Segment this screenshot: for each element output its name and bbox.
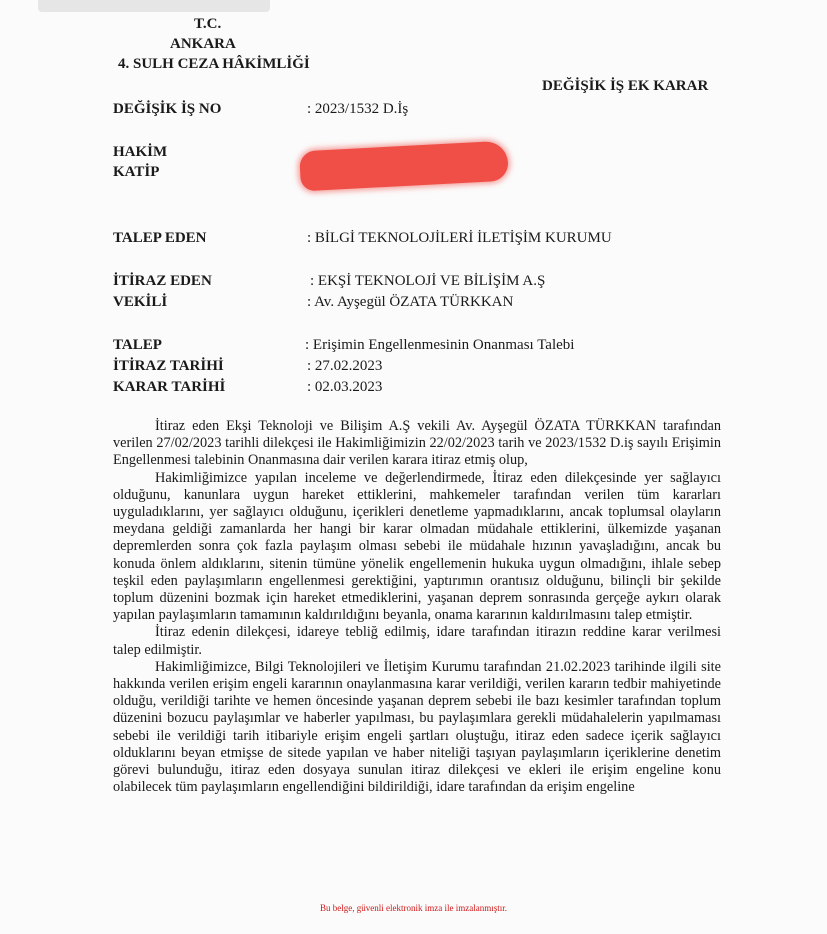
objection-date-value: : 27.02.2023 bbox=[307, 358, 383, 374]
decision-date-label: KARAR TARİHİ bbox=[113, 379, 226, 395]
objection-date-label: İTİRAZ TARİHİ bbox=[113, 358, 224, 374]
objector-value: : EKŞİ TEKNOLOJİ VE BİLİŞİM A.Ş bbox=[310, 273, 546, 289]
paragraph-evaluation: Hakimliğimizce, Bilgi Teknolojileri ve İletişim Kurumu tarafından 21.02.2023 tarihinde ilgili site hakkında verilen erişim engeli kararının onaylanmasına karar verildiği, verilen kararın tedbir mahiyetinde olduğu, verildiği tarihte ve hemen öncesinde yaşanan deprem sebebi ile bazı kesimler tarafından toplum düzenini bozucu paylaşımlar ve haberler yapılması, bu paylaşımlara gerekli müdahalelerin yapılmaması sebebi ile verildiği tarih itibariyle erişim engeli şartları oluştuğu, itiraz eden sadece içerik sağlayıcı olduklarını beyan etmişse de sitede yapılan ve haber niteliği taşıyan paylaşımların içeriklerine denetim görevi bulunduğu, itiraz eden dosyaya sunulan itiraz dilekçesi ve ekleri ile erişim engeline konu olabilecek tüm paylaşımların engellendiğini bildirildiği, idare tarafından da erişim engeline bbox=[113, 658, 721, 796]
request-label: TALEP bbox=[113, 337, 162, 353]
paragraph-objection-summary: İtiraz eden Ekşi Teknoloji ve Bilişim A.Ş vekili Av. Ayşegül ÖZATA TÜRKKAN tarafından verilen 27/02/2023 tarihli dilekçesi ile Hakimliğimizin 22/02/2023 tarih ve 2023/1532 D.iş sayılı Erişimin Engellenmesi talebinin Onanmasına dair verilen karara itiraz etmiş olup, bbox=[113, 418, 721, 469]
requester-label: TALEP EDEN bbox=[113, 230, 207, 246]
esign-footer-note: Bu belge, güvenli elektronik imza ile imzalanmıştır. bbox=[320, 903, 507, 913]
objector-label: İTİRAZ EDEN bbox=[113, 273, 212, 289]
header-city: ANKARA bbox=[170, 36, 236, 52]
attorney-label: VEKİLİ bbox=[113, 294, 168, 310]
case-no-label: DEĞİŞİK İŞ NO bbox=[113, 101, 222, 117]
request-value: : Erişimin Engellenmesinin Onanması Talebi bbox=[305, 337, 575, 353]
case-no-value: : 2023/1532 D.İş bbox=[307, 101, 409, 117]
header-tc: T.C. bbox=[194, 16, 222, 32]
redaction-mark bbox=[299, 141, 509, 192]
decision-date-value: : 02.03.2023 bbox=[307, 379, 383, 395]
paragraph-review: Hakimliğimizce yapılan inceleme ve değerlendirmede, İtiraz eden dilekçesinde yer sağlayıcı olduğunu, kanunlara uygun hareket ettiklerini, mahkemeler tarafından verilen tüm kararları uyguladıklarını, yer sağlayıcı olduğunu, içerikleri denetleme yapmadıklarını, ancak toplumsal olayların meydana geldiği zamanlarda her hangi bir karar olmadan müdahale ettiklerini, ülkemizde yaşanan depremlerden sonra çok fazla paylaşım olması sebebi ile müdahale hızının yavaşladığını, ancak bu konuda önlem aldıklarını, sitenin tümüne yönelik engellemenin hukuka uygun olmadığını, ihlale sebep teşkil eden paylaşımların engellenmesi gerektiğini, yaptırımın orantısız olduğunu, bilinçli bir şekilde toplum düzenini bozmak için hareket etmediklerini, yaşanan deprem sonrasında gerçeğe aykırı olarak yapılan paylaşımların tamamının kaldırıldığını beyanla, onama kararının kaldırılmasını talep etmiştir. bbox=[113, 469, 721, 624]
judge-label: HAKİM bbox=[113, 144, 168, 160]
header-court: 4. SULH CEZA HÂKİMLİĞİ bbox=[118, 56, 310, 72]
document-type-title: DEĞİŞİK İŞ EK KARAR bbox=[542, 78, 709, 94]
attorney-value: : Av. Ayşegül ÖZATA TÜRKKAN bbox=[307, 294, 514, 310]
clerk-label: KATİP bbox=[113, 164, 160, 180]
top-edge-bar bbox=[38, 0, 270, 12]
paragraph-administration: İtiraz edenin dilekçesi, idareye tebliğ edilmiş, idare tarafından itirazın reddine karar verilmesi talep edilmiştir. bbox=[113, 624, 721, 658]
requester-value: : BİLGİ TEKNOLOJİLERİ İLETİŞİM KURUMU bbox=[307, 230, 612, 246]
decision-body bbox=[113, 418, 721, 796]
